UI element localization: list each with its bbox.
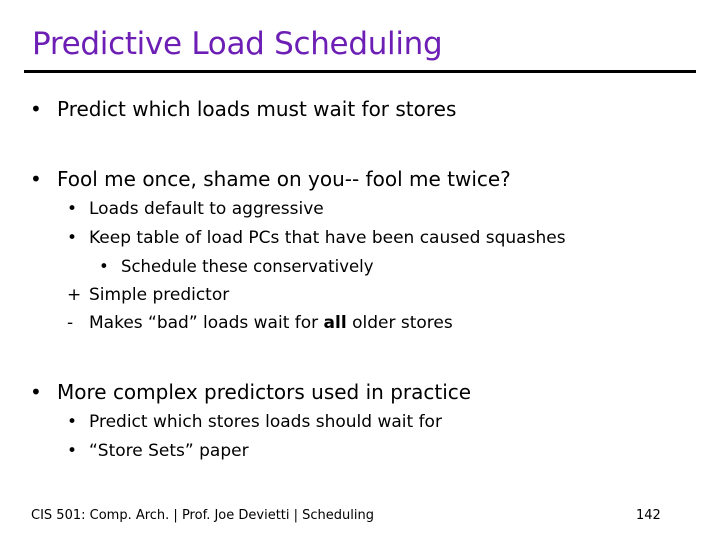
bullet-marker: • <box>30 380 42 404</box>
sub-bullet-item <box>67 313 453 333</box>
bullet-text: Makes “bad” loads wait for <box>89 313 324 333</box>
sub-bullet-item <box>67 199 324 219</box>
bullet-text: Fool me once, shame on you-- fool me twice? <box>57 167 511 191</box>
bullet-text: older stores <box>346 313 453 333</box>
bullet-item <box>30 97 456 121</box>
bullet-marker: • <box>67 441 78 461</box>
page-number: 142 <box>636 508 661 523</box>
bullet-item <box>30 380 471 404</box>
sub-sub-bullet-item <box>99 257 374 276</box>
sub-bullet-item <box>67 285 229 305</box>
plus-marker: + <box>67 285 82 305</box>
bullet-text: Predict which loads must wait for stores <box>57 97 457 121</box>
bullet-item <box>30 167 511 191</box>
bullet-marker: • <box>67 199 78 219</box>
bullet-text: Schedule these conservatively <box>121 257 374 276</box>
bullet-text: “Store Sets” paper <box>89 441 249 461</box>
bullet-text: Loads default to aggressive <box>89 199 324 219</box>
slide-title: Predictive Load Scheduling <box>32 26 443 62</box>
sub-bullet-item <box>67 441 249 461</box>
bullet-text: Predict which stores loads should wait for <box>89 412 442 432</box>
bullet-marker: • <box>30 97 42 121</box>
bullet-text: More complex predictors used in practice <box>57 380 472 404</box>
sub-bullet-item <box>67 228 566 248</box>
bullet-marker: • <box>67 228 78 248</box>
bullet-text: Simple predictor <box>89 285 230 305</box>
sub-bullet-item <box>67 412 442 432</box>
bullet-marker: • <box>30 167 42 191</box>
bullet-text: Keep table of load PCs that have been caused squashes <box>89 228 566 248</box>
bullet-bold-text: all <box>323 313 347 333</box>
minus-marker: - <box>67 313 74 333</box>
title-divider <box>24 70 696 73</box>
bullet-marker: • <box>67 412 78 432</box>
bullet-marker: • <box>99 257 109 276</box>
slide-footer: CIS 501: Comp. Arch. | Prof. Joe Devietti | Scheduling <box>31 508 374 523</box>
